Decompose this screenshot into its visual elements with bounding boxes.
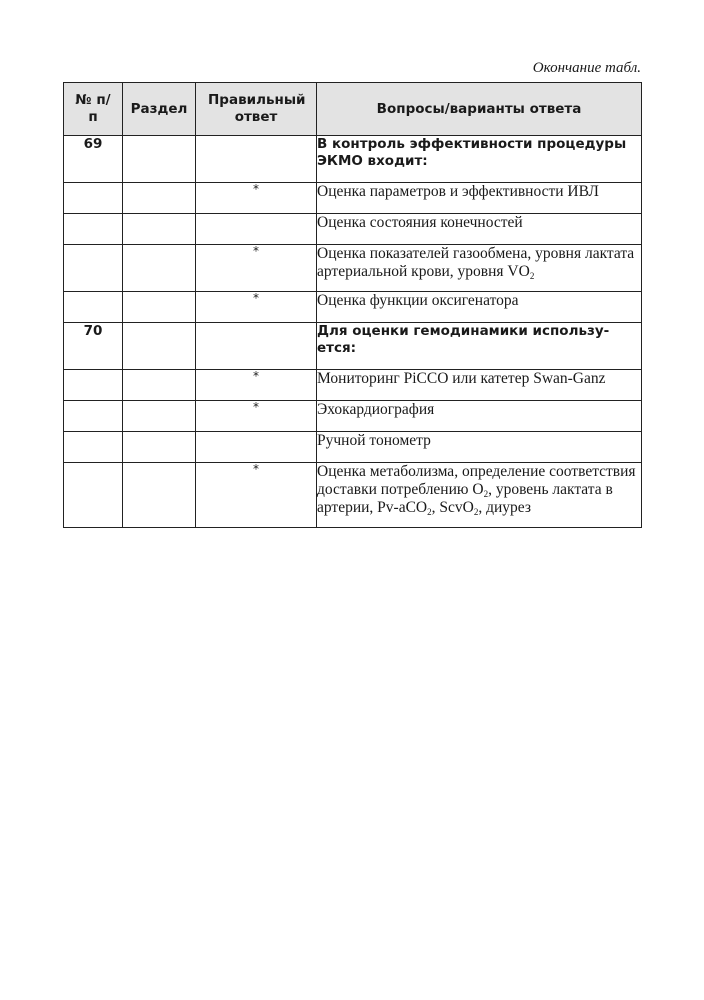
section-cell <box>123 323 196 370</box>
section-cell <box>123 136 196 183</box>
option-text: Оценка показателей газообмена, уровня лактата артериальной крови, уровня $VO_2$ <box>317 245 642 292</box>
correct-mark: * <box>196 245 317 292</box>
option-row <box>64 401 642 432</box>
correct-mark: * <box>196 370 317 401</box>
header-num: № п/п <box>64 83 123 136</box>
option-row <box>64 183 642 214</box>
correct-mark <box>196 214 317 245</box>
correct-cell <box>196 323 317 370</box>
question-row <box>64 136 642 183</box>
correct-cell <box>196 136 317 183</box>
header-correct: Правильный ответ <box>196 83 317 136</box>
correct-mark <box>196 432 317 463</box>
option-row <box>64 370 642 401</box>
option-row <box>64 214 642 245</box>
option-row <box>64 432 642 463</box>
option-text: Оценка функции оксигенатора <box>317 292 642 323</box>
option-row <box>64 463 642 528</box>
option-text: Эхокардиография <box>317 401 642 432</box>
question-text: В контроль эффективности процедуры ЭКМО входит: <box>317 136 642 183</box>
header-section: Раздел <box>123 83 196 136</box>
option-row <box>64 245 642 292</box>
option-text: Оценка метаболизма, определение соответствия доставки потреблению $O_2$, уровень лактата в артерии, Pv-aCO$_2$, ScvO$_2$, диурез <box>317 463 642 528</box>
question-number: 70 <box>64 323 123 370</box>
option-text: Ручной тонометр <box>317 432 642 463</box>
correct-mark: * <box>196 292 317 323</box>
table-header-row <box>64 83 642 136</box>
correct-mark: * <box>196 183 317 214</box>
question-number: 69 <box>64 136 123 183</box>
option-text: Мониторинг PiCCO или катетер Swan-Ganz <box>317 370 642 401</box>
option-text: Оценка параметров и эффективности ИВЛ <box>317 183 642 214</box>
question-text: Для оценки гемодинамики используется: <box>317 323 642 370</box>
question-row <box>64 323 642 370</box>
table-caption: Окончание табл. <box>532 60 641 76</box>
correct-mark: * <box>196 401 317 432</box>
header-question: Вопросы/варианты ответа <box>317 83 642 136</box>
questions-table <box>63 82 642 528</box>
option-text: Оценка состояния конечностей <box>317 214 642 245</box>
option-row <box>64 292 642 323</box>
correct-mark: * <box>196 463 317 528</box>
